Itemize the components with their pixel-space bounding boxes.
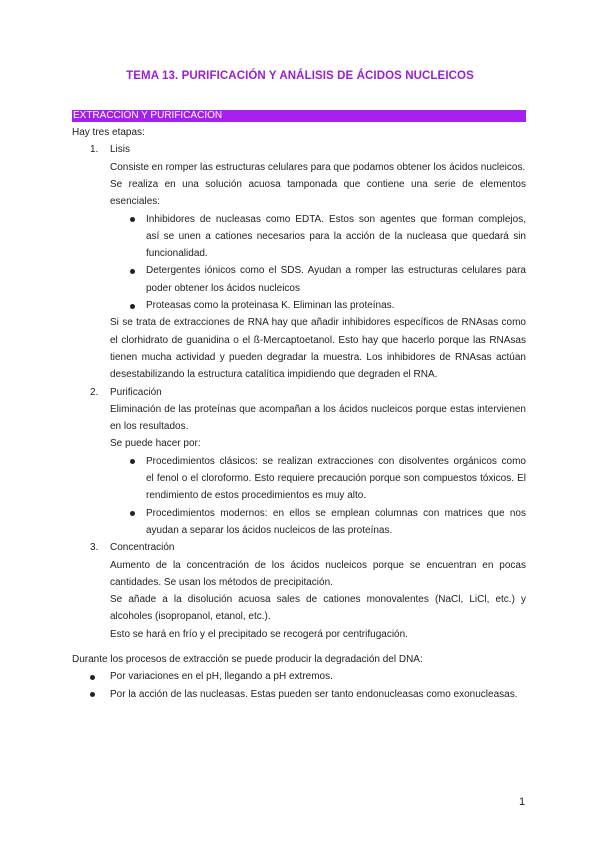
step-text: Si se trata de extracciones de RNA hay que añadir inhibidores específicos de RNAsas como	[110, 317, 526, 329]
list-number: 1.	[90, 144, 99, 156]
bullet-icon	[130, 217, 135, 222]
step-text: Eliminación de las proteínas que acompañan a los ácidos nucleicos porque estas intervienen	[110, 403, 526, 415]
step-text: en los resultados.	[110, 421, 189, 433]
page-number: 1	[519, 796, 526, 808]
page-title: TEMA 13. PURIFICACIÓN Y ANÁLISIS DE ÁCIDOS NUCLEICOS	[126, 70, 474, 82]
step-text: tienen mucha actividad y pueden degradar la muestra. Los inhibidores de RNAsas actúan	[110, 351, 526, 363]
step-text: Esto se hará en frío y el precipitado se recogerá por centrifugación.	[110, 628, 408, 640]
step-text: Se añade a la disolución acuosa sales de cationes monovalentes (NaCl, LiCl, etc.) y	[110, 594, 526, 606]
bullet-text: Detergentes iónicos como el SDS. Ayudan a romper las estructuras celulares para	[146, 265, 526, 277]
step-text: Aumento de la concentración de los ácidos nucleicos porque se encuentran en pocas	[110, 559, 526, 571]
bullet-text: ayudan a separar los ácidos nucleicos de las proteínas.	[146, 524, 393, 536]
step-title: Purificación	[110, 386, 162, 398]
step-text: Se puede hacer por:	[110, 438, 201, 450]
bullet-icon	[130, 304, 135, 309]
step-text: alcoholes (isopropanol, etanol, etc.).	[110, 611, 271, 623]
bullet-text: poder obtener los ácidos nucleicos	[146, 282, 300, 294]
step-title: Lisis	[110, 144, 131, 156]
closing-intro: Durante los procesos de extracción se puede producir la degradación del DNA:	[72, 654, 423, 666]
bullet-icon	[130, 269, 135, 274]
bullet-text: el fenol o el cloroformo. Esto requiere precaución porque son compuestos tóxicos. El	[146, 473, 526, 484]
bullet-text: Procedimientos modernos: en ellos se emplean columnas con matrices que nos	[146, 507, 526, 519]
step-title: Concentración	[110, 542, 175, 554]
bullet-icon	[90, 692, 95, 697]
closing-bullet-text: Por variaciones en el pH, llegando a pH extremos.	[110, 671, 333, 683]
bullet-text: Procedimientos clásicos: se realizan extracciones con disolventes orgánicos como	[146, 455, 526, 467]
bullet-text: funcionalidad.	[146, 248, 208, 260]
bullet-icon	[90, 675, 95, 680]
step-text: esenciales:	[110, 196, 161, 208]
step-text: desestabilizando la estructura catalítica impidiendo que degraden el RNA.	[110, 369, 438, 381]
bullet-text: así se unen a cationes necesarios para la acción de la nucleasa que quedará sin	[146, 230, 526, 242]
list-number: 2.	[90, 386, 99, 398]
bullet-text: Proteasas como la proteinasa K. Eliminan las proteínas.	[146, 300, 395, 311]
closing-bullet-text: Por la acción de las nucleasas. Estas pueden ser tanto endonucleasas como exonucleasas.	[110, 688, 518, 700]
bullet-text: rendimiento de estos procedimientos es muy alto.	[146, 490, 367, 502]
bullet-icon	[130, 511, 135, 516]
step-text: Consiste en romper las estructuras celulares para que podamos obtener los ácidos nucleicos.	[110, 161, 526, 173]
section-heading: EXTRACCIÓN Y PURIFICACIÓN	[72, 110, 526, 122]
bullet-icon	[130, 459, 135, 464]
step-text: el clorhidrato de guanidina o el ß-Mercaptoetanol. Esto hay que hacerlo porque las RNAsas	[110, 334, 526, 346]
step-text: Se realiza en una solución acuosa tamponada que contiene una serie de elementos	[110, 178, 526, 190]
list-number: 3.	[90, 542, 99, 554]
bullet-text: Inhibidores de nucleasas como EDTA. Estos son agentes que forman complejos,	[146, 213, 526, 225]
intro-text: Hay tres etapas:	[72, 127, 145, 138]
step-text: cantidades. Se usan los métodos de precipitación.	[110, 576, 333, 588]
